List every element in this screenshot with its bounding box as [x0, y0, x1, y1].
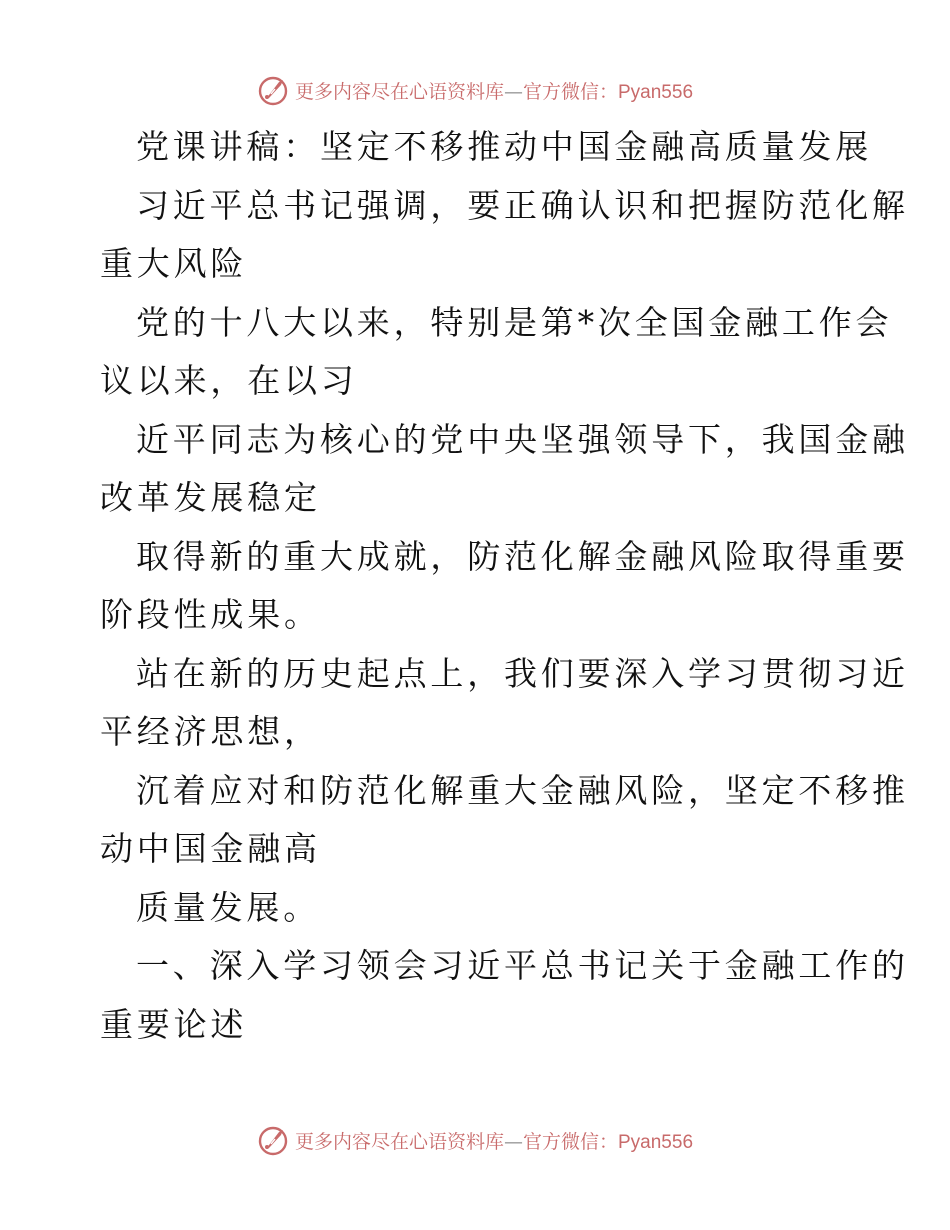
watermark-wechat-id: Pyan556: [618, 1131, 694, 1153]
text-line: 取得新的重大成就，防范化解金融风险取得重要: [136, 536, 909, 576]
text-line: 阶段性成果。: [100, 595, 321, 634]
text-line: 重大风险: [100, 244, 248, 283]
text-line: 议以来，在以习: [100, 361, 358, 400]
watermark-text: [295, 1127, 693, 1154]
watermark-site: 更多内容尽在心语资料库: [294, 80, 504, 103]
watermark-text: [295, 77, 693, 104]
text-line: 质量发展。: [136, 887, 320, 927]
quill-logo-icon: [257, 1124, 289, 1156]
document-title: 党课讲稿：坚定不移推动中国金融高质量发展: [136, 127, 872, 166]
text-line: 站在新的历史起点上，我们要深入学习贯彻习近: [136, 653, 909, 693]
text-line: 平经济思想，: [100, 712, 321, 751]
text-line: 改革发展稳定: [100, 478, 321, 517]
watermark-dash: —: [503, 1130, 523, 1153]
header-watermark: [0, 70, 950, 110]
watermark-official-label: 官方微信：: [522, 80, 618, 103]
text-line: 重要论述: [100, 1004, 248, 1044]
text-line: 动中国金融高: [100, 829, 321, 868]
text-line: 党的十八大以来，特别是第*次全国金融工作会: [136, 302, 893, 342]
text-line: 沉着应对和防范化解重大金融风险，坚定不移推: [136, 770, 909, 810]
quill-logo-icon: [257, 74, 289, 106]
section-heading: 一、深入学习领会习近平总书记关于金融工作的: [136, 946, 909, 985]
watermark-wechat-id: Pyan556: [618, 81, 694, 103]
watermark-site: 更多内容尽在心语资料库: [294, 1130, 504, 1153]
document-body: [100, 118, 909, 1054]
text-line: 近平同志为核心的党中央坚强领导下，我国金融: [136, 419, 909, 459]
watermark-dash: —: [503, 80, 523, 103]
watermark-official-label: 官方微信：: [522, 1130, 618, 1153]
text-line: 习近平总书记强调，要正确认识和把握防范化解: [136, 185, 909, 225]
footer-watermark: [0, 1120, 950, 1160]
